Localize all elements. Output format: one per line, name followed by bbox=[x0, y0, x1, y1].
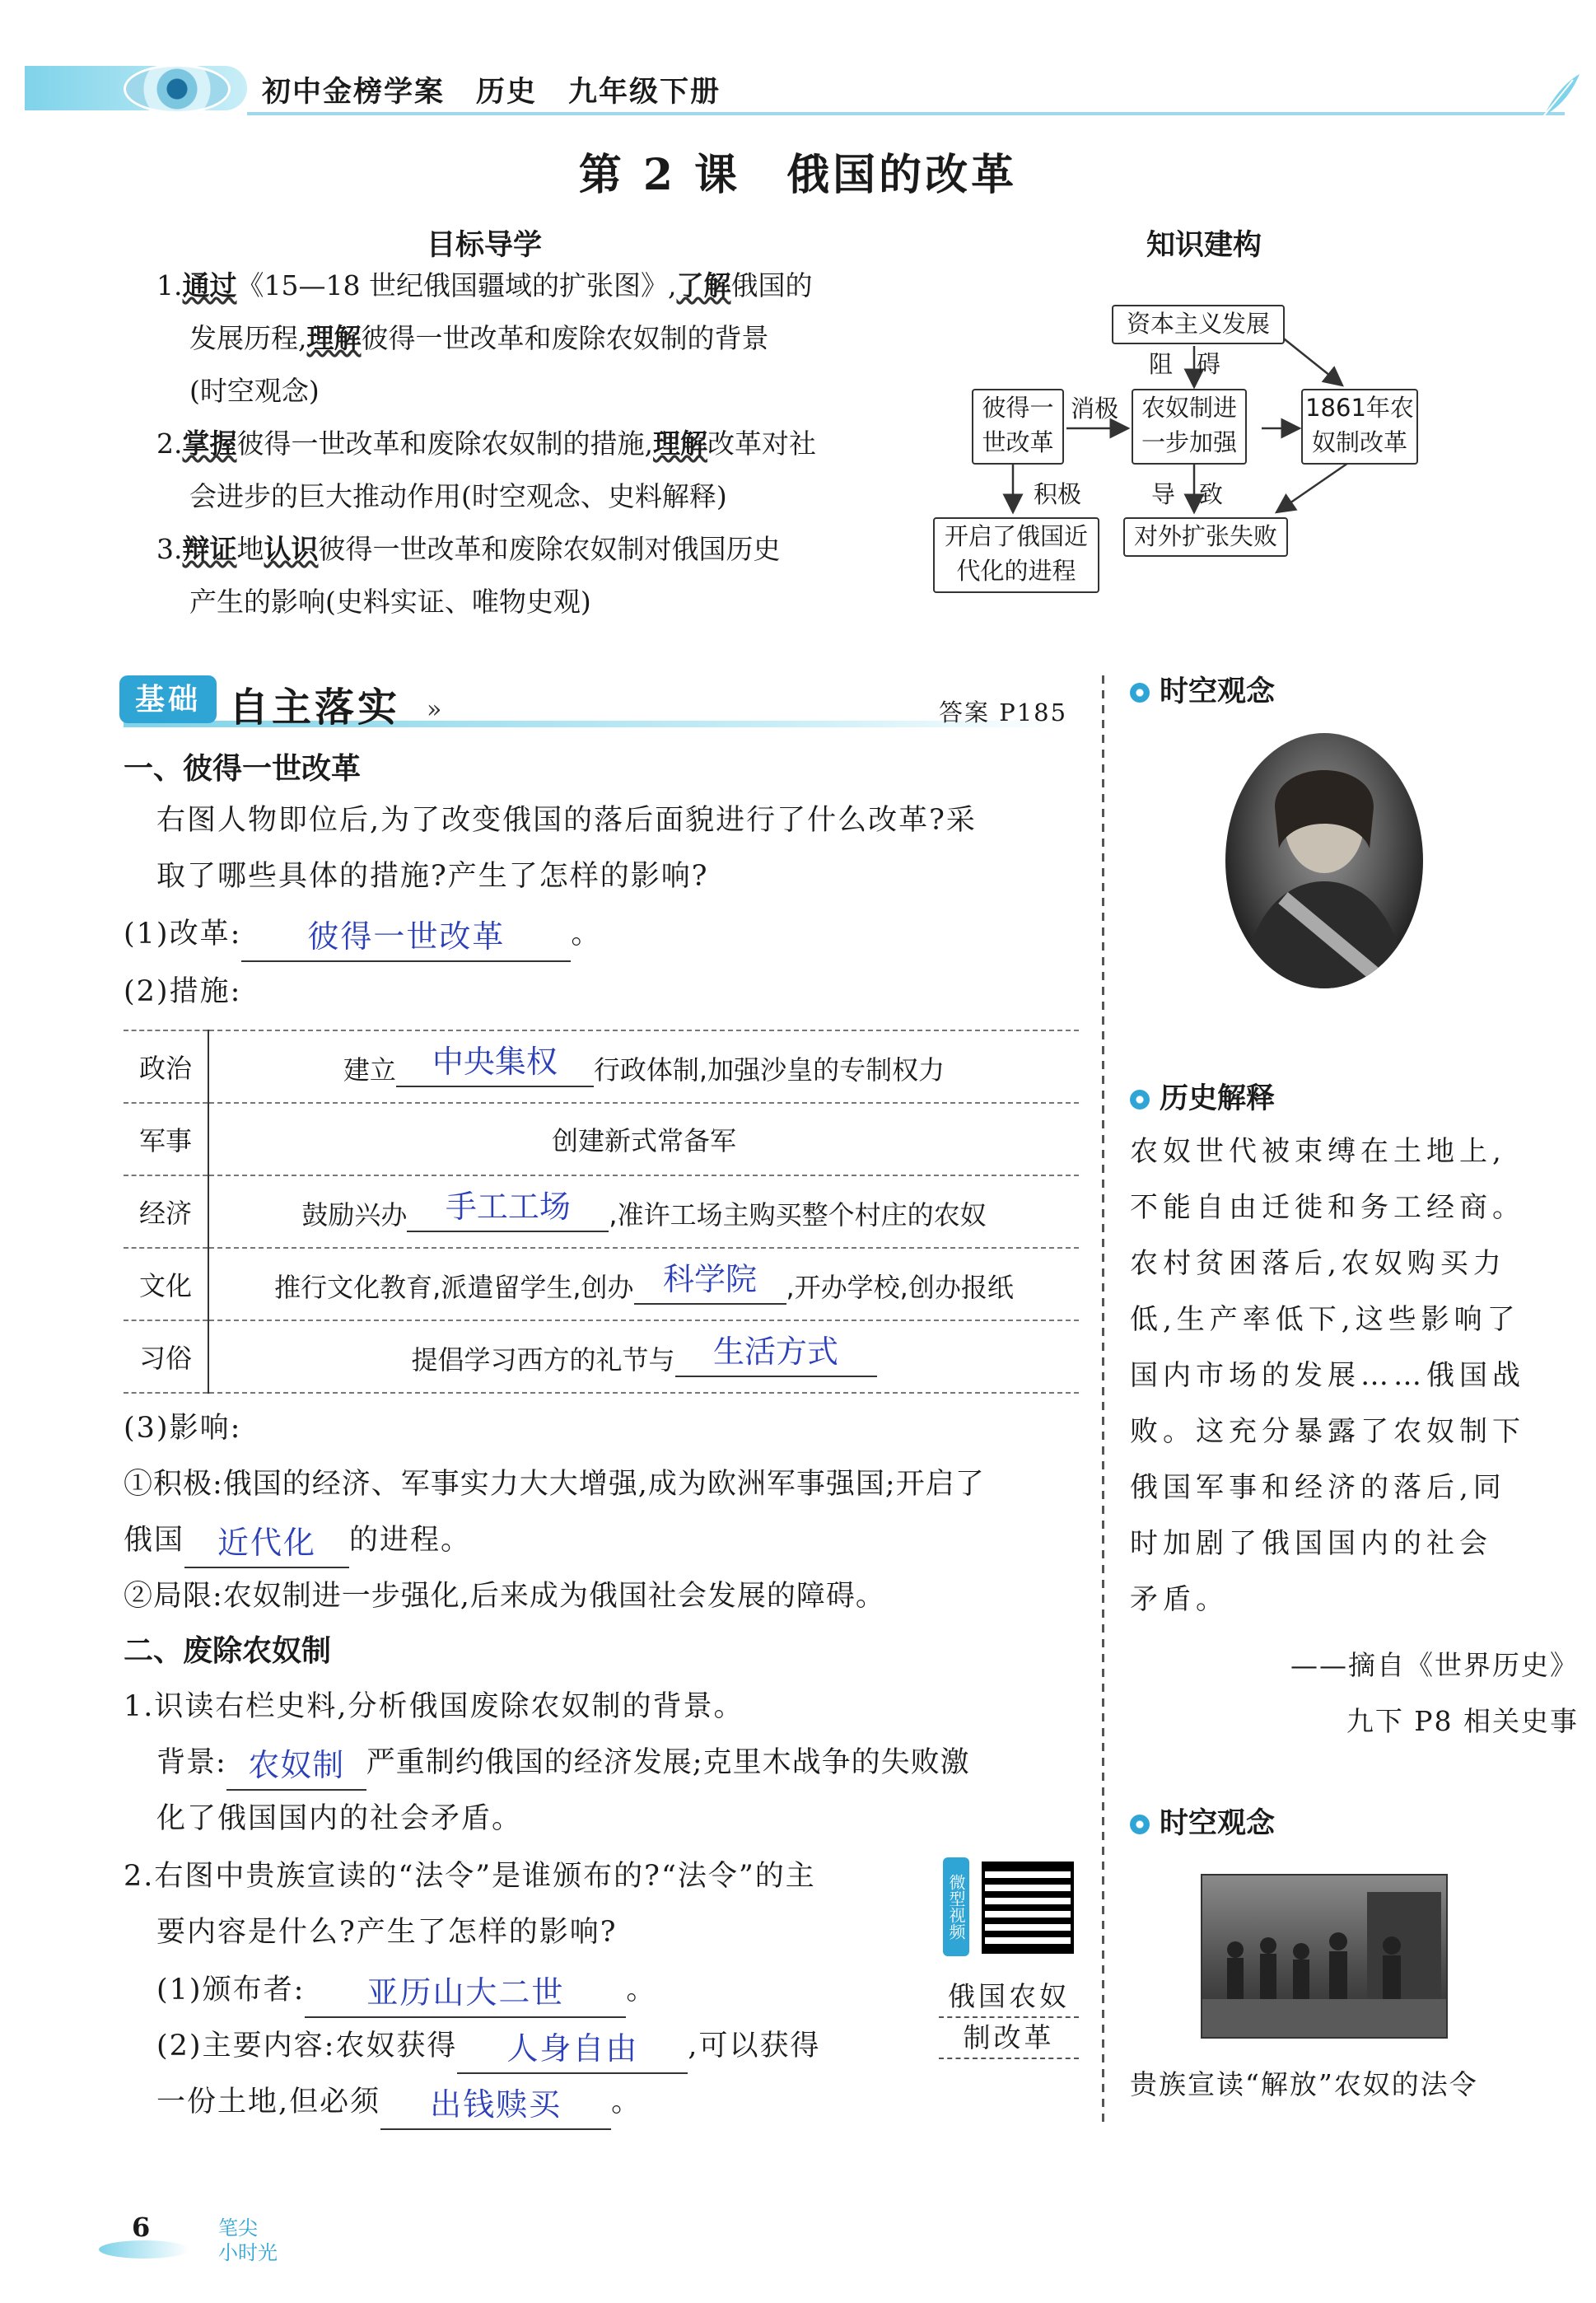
node-peter-reform: 彼得一 世改革 bbox=[972, 389, 1064, 465]
header-rule bbox=[247, 112, 1565, 115]
label-lead: 导 致 bbox=[1151, 480, 1224, 508]
part1-heading: 一、彼得一世改革 bbox=[124, 752, 362, 786]
objective-line: 2.掌握彼得一世改革和废除农奴制的措施,理解改革对社 bbox=[156, 427, 816, 460]
footer-leaf-decoration bbox=[99, 2240, 189, 2259]
table-row bbox=[124, 1030, 1079, 1103]
node-serfdom-strengthened: 农奴制进 一步加强 bbox=[1132, 389, 1247, 465]
reform-line: (1)改革: 彼得一世改革 。 bbox=[124, 906, 601, 962]
bullet-icon bbox=[1130, 1090, 1150, 1109]
history-interpretation-text: 农奴世代被束缚在土地上, 不能自由迁徙和务工经商。 农村贫困落后,农奴购买力 低,生产率低下,这些影响了 国内市场的发展……俄国战 败。这充分暴露了农奴制下 俄国军事和经济的落后,同 时加剧了俄国国内的社会 矛盾。 bbox=[1130, 1135, 1525, 1616]
label-negative: 消极 bbox=[1071, 395, 1119, 423]
bullet-icon bbox=[1130, 683, 1150, 703]
measures-label: (2)措施: bbox=[124, 975, 242, 1008]
table-row bbox=[124, 1320, 1079, 1393]
measure-cell: 鼓励兴办 手工工场 ,准许工场主购买整个村庄的农奴 bbox=[208, 1175, 1079, 1248]
content-line2: 一份土地,但必须 出钱赎买 。 bbox=[156, 2074, 642, 2130]
knowledge-heading: 知识建构 bbox=[1146, 229, 1262, 262]
label-hinder: 阻 碍 bbox=[1149, 350, 1221, 378]
measure-cell: 推行文化教育,派遣留学生,创办 科学院 ,开办学校,创办报纸 bbox=[208, 1248, 1079, 1320]
measure-category: 政治 bbox=[124, 1030, 208, 1103]
table-row bbox=[124, 1103, 1079, 1175]
background-line: 背景: 农奴制 严重制约俄国的经济发展;克里木战争的失败激 bbox=[156, 1735, 970, 1791]
sidebar-heading-spacetime: 时空观念 bbox=[1130, 669, 1275, 710]
objective-line: (时空观念) bbox=[189, 375, 320, 407]
banner-badge: 基础 bbox=[119, 675, 217, 723]
banner-title: 自主落实 bbox=[229, 684, 401, 731]
header-text bbox=[262, 69, 752, 110]
part2-question1: 1.识读右栏史料,分析俄国废除农奴制的背景。 bbox=[124, 1690, 744, 1723]
measure-category: 经济 bbox=[124, 1175, 208, 1248]
objective-line: 会进步的巨大推动作用(时空观念、史料解释) bbox=[189, 480, 727, 512]
qr-code-icon[interactable] bbox=[982, 1862, 1074, 1954]
peter-portrait-image bbox=[1225, 733, 1423, 988]
label-positive: 积极 bbox=[1034, 480, 1082, 508]
subject-label: 历史 bbox=[476, 75, 538, 109]
measure-cell: 创建新式常备军 bbox=[208, 1103, 1079, 1175]
answer-reference: 答案 P185 bbox=[939, 698, 1068, 726]
objectives-heading: 目标导学 bbox=[427, 229, 543, 262]
table-row bbox=[124, 1175, 1079, 1248]
objectives-list bbox=[156, 259, 848, 628]
objective-line: 1.通过《15—18 世纪俄国疆域的扩张图》,了解俄国的 bbox=[156, 269, 813, 301]
part2-heading: 二、废除农奴制 bbox=[124, 1634, 332, 1668]
objective-line: 3.辩证地认识彼得一世改革和废除农奴制对俄国历史 bbox=[156, 533, 781, 565]
sidebar-heading-spacetime-2: 时空观念 bbox=[1130, 1801, 1275, 1842]
part1-question-line2: 取了哪些具体的措施?产生了怎样的影响? bbox=[156, 860, 709, 893]
measure-category: 军事 bbox=[124, 1103, 208, 1175]
impact-positive: ①积极:俄国的经济、军事实力大大增强,成为欧洲军事强国;开启了 bbox=[124, 1468, 985, 1501]
part2-question2-line1: 2.右图中贵族宣读的“法令”是谁颁布的?“法令”的主 bbox=[124, 1860, 816, 1893]
node-modernization: 开启了俄国近 代化的进程 bbox=[933, 517, 1099, 593]
content-line: (2)主要内容:农奴获得 人身自由 ,可以获得 bbox=[156, 2018, 821, 2074]
lesson-title: 第 2 课 俄国的改革 bbox=[578, 150, 1018, 200]
node-capitalism: 资本主义发展 bbox=[1112, 305, 1285, 344]
impact-positive-cont: 俄国 近代化 的进程。 bbox=[124, 1512, 471, 1568]
background-line2: 化了俄国国内的社会矛盾。 bbox=[156, 1802, 523, 1835]
table-row bbox=[124, 1248, 1079, 1320]
bullet-icon bbox=[1130, 1815, 1150, 1834]
node-expansion-failure: 对外扩张失败 bbox=[1123, 517, 1288, 557]
video-tag: 微型视频 bbox=[943, 1857, 969, 1956]
measure-category: 习俗 bbox=[124, 1320, 208, 1393]
part1-question-line1: 右图人物即位后,为了改变俄国的落后面貌进行了什么改革?采 bbox=[156, 804, 977, 837]
grade-label: 九年级下册 bbox=[568, 75, 721, 109]
logo-eye-icon bbox=[124, 64, 231, 114]
measure-cell: 提倡学习西方的礼节与 生活方式 bbox=[208, 1320, 1079, 1393]
source-citation: ——摘自《世界历史》 九下 P8 相关史事 bbox=[1290, 1649, 1579, 1737]
header-bar bbox=[25, 58, 1581, 117]
footer-slogan: 笔尖 小时光 bbox=[218, 2217, 278, 2264]
objective-line: 产生的影响(史料实证、唯物史观) bbox=[189, 586, 591, 618]
feather-icon bbox=[1540, 70, 1581, 119]
measures-table bbox=[124, 1030, 1079, 1394]
qr-caption: 俄国农奴 制改革 bbox=[939, 1977, 1079, 2059]
sidebar-heading-interpretation: 历史解释 bbox=[1130, 1076, 1275, 1117]
objective-line: 发展历程,理解彼得一世改革和废除农奴制的背景 bbox=[189, 322, 769, 354]
measure-category: 文化 bbox=[124, 1248, 208, 1320]
issuer-line: (1)颁布者: 亚历山大二世 。 bbox=[156, 1962, 656, 2018]
emancipation-decree-image bbox=[1201, 1874, 1448, 2039]
reform-answer-blank: 彼得一世改革 bbox=[241, 921, 571, 962]
measure-cell: 建立 中央集权 行政体制,加强沙皇的专制权力 bbox=[208, 1030, 1079, 1103]
image-caption: 贵族宣读“解放”农奴的法令 bbox=[1130, 2068, 1478, 2100]
impact-limitation: ②局限:农奴制进一步强化,后来成为俄国社会发展的障碍。 bbox=[124, 1580, 885, 1613]
column-divider bbox=[1102, 675, 1104, 2125]
page-number: 6 bbox=[132, 2212, 151, 2243]
impact-label: (3)影响: bbox=[124, 1412, 242, 1445]
node-1861-reform: 1861年农 奴制改革 bbox=[1301, 389, 1418, 465]
book-title: 初中金榜学案 bbox=[262, 75, 446, 109]
part2-question2-line2: 要内容是什么?产生了怎样的影响? bbox=[156, 1916, 618, 1949]
double-chevron-icon: » bbox=[427, 695, 442, 724]
